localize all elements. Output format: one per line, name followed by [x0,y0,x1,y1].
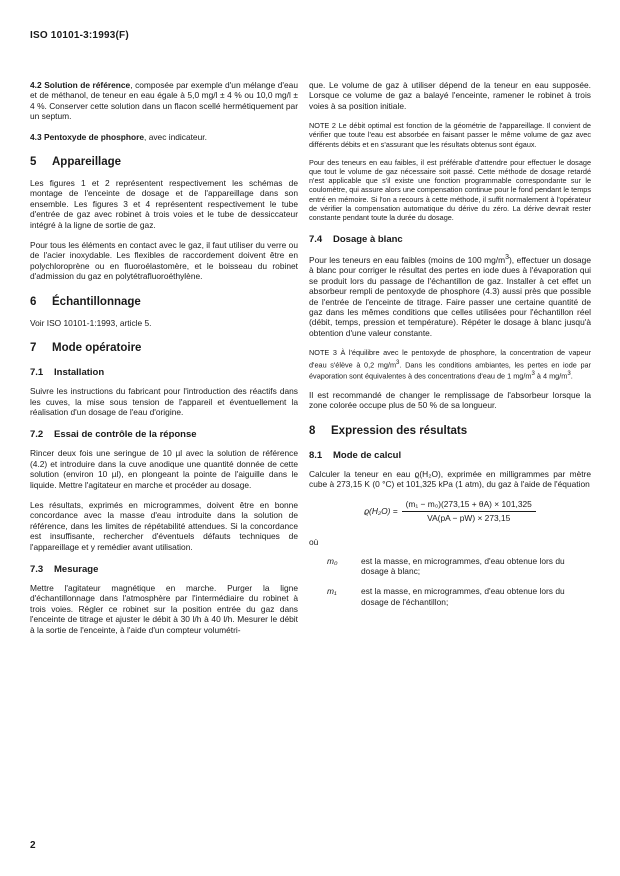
heading-text: Échantillonnage [52,295,141,308]
paragraph: Suivre les instructions du fabricant pour l'introduction des réactifs dans les cuves, la mise sous tension de l'appareil et éventuellement la réalisation d'un dosage de l'eau d'origine. [30,386,298,417]
heading-number: 5 [30,156,37,169]
heading-text: Appareillage [52,156,122,169]
heading-text: Mode de calcul [333,449,402,461]
heading-number: 8 [309,424,316,437]
left-column [30,80,298,645]
equation [309,499,591,523]
definition-symbol: m₁ [327,586,337,597]
section-4-2 [30,80,298,122]
definition-symbol: m₀ [327,555,338,566]
note-2: NOTE 2 Le débit optimal est fonction de la géométrie de l'appareillage. Il convient de vérifier que toute l'eau est absorbée en faisant passer le même volume de gaz avec différents débits et en s'assurant que les résultats obtenus sont égaux. [309,121,591,149]
where-label: où [309,537,319,548]
section-number: 4.2 [30,80,42,90]
heading-text: Expression des résultats [331,424,468,437]
paragraph: Les figures 1 et 2 représentent respectivement les schémas de montage de l'enceinte de dosage et de l'appareillage dans son ensemble. Les figures 3 et 4 représentent respectivement le tube d'entrée de gaz avec robinet à trois voies et le tube de dessiccateur intégré à la ligne de sortie de gaz. [30,178,298,230]
heading-number: 7.4 [309,234,323,246]
definition-item [309,556,591,577]
equation-fraction [402,499,536,523]
heading-number: 6 [30,295,37,308]
section-number: 4.3 [30,131,42,142]
heading-7-3 [30,564,298,575]
text-run: ), effectuer un dosage à blanc pour corriger le résultat des pertes en iode dues à l'évaporation qui se produit lors du passage de l'échantillon de gaz. Installer à cet effet un absorbeur rempli de pentoxyde de phosphore (4.3) aussi près que possible de l'entrée de l'enceinte de titrage. Faire passer une certaine quantité de gaz dans les mêmes conditions que celles utilisées pour l'échantillon réel (débit, temps, pression et température). Répéter le dosage à blanc jusqu'à obtention d'une valeur constante. [309,255,591,338]
text-run: NOTE 3 À l'équilibre avec le pentoxyde de phosphore, la concentration de vapeur d'eau s'élève à 0,2 mg/m [309,348,591,369]
note-3 [309,348,591,380]
heading-number: 7.3 [30,563,44,575]
section-text: , avec indicateur. [144,131,207,142]
heading-text: Mode opératoire [52,342,142,355]
heading-text: Installation [54,367,105,379]
note-2-continued: Pour des teneurs en eau faibles, il est préférable d'attendre pour effectuer le dosage que tout le volume de gaz nécessaire soit passé. Cette méthode de dosage retardé n'est applicable que s'il existe une fonction programmable correspondante sur le coulomètre, qui assure alors une compensation continue pour le fond pendant le temps entré en mémoire. Si l'on a recours à cette méthode, il suffit normalement à l'opérateur de vérifier la compensation automatique du dérive du zéro. La dérive devrait rester constante pendant toute la durée du dosage. [309,157,591,223]
heading-number: 7.2 [30,429,44,441]
standard-header: ISO 10101-3:1993(F) [30,30,129,41]
superscript: 3 [567,370,571,378]
superscript: 3 [505,254,509,262]
heading-number: 8.1 [309,449,323,461]
text-run: Pour les teneurs en eau faibles (moins de 100 mg/m [309,255,506,266]
paragraph: Il est recommandé de changer le remplissage de l'absorbeur lorsque la zone colorée occupe plus de 50 % de sa longueur. [309,389,591,411]
right-column [309,80,591,617]
paragraph: Rincer deux fois une seringue de 10 µl avec la solution de référence (4.2) et introduire dans la cuve anodique une quantité donnée de cette solution (environ 10 µl), en plongeant la pointe de l'aiguille dans le liquide. Mettre l'agitateur en marche et procéder au dosage. [30,448,298,490]
superscript: 3 [531,370,535,378]
heading-6 [30,296,298,309]
paragraph: que. Le volume de gaz à utiliser dépend de la teneur en eau supposée. Lorsque ce volume de gaz a balayé l'enceinte, ramener le robinet à trois voies à sa position initiale. [309,80,591,111]
text-run: à 4 mg/m [534,371,568,381]
section-title: Pentoxyde de phosphore [43,131,145,142]
section-4-3 [30,132,298,142]
heading-number: 7 [30,342,37,355]
section-title: Solution de référence [44,80,131,90]
definition-item [309,586,591,607]
section-text: , composée par exemple d'un mélange d'eau et de méthanol, de teneur en eau égale à 5,0 mg/l ± 4 % ou 10,0 mg/l ± 4 %. Conserver cette solution dans un flacon scellé hermétiquement par un septum. [30,80,299,122]
definition-text: est la masse, en microgrammes, d'eau obtenue lors du dosage à blanc; [361,555,565,576]
equation-numerator: (m₁ − m₀)(273,15 + θA) × 101,325 [402,499,536,511]
heading-number: 7.1 [30,367,44,379]
page-number: 2 [30,840,36,851]
heading-text: Essai de contrôle de la réponse [54,429,197,441]
text-run: . Dans les conditions ambiantes, les pertes en iode par évaporation sont équivalentes à des concentrations d'eau de 1 mg/m [309,359,591,381]
superscript: 3 [396,358,400,366]
paragraph: Mettre l'agitateur magnétique en marche. Purger la ligne d'échantillonnage dans l'atmosphère par l'intermédiaire du robinet à trois voies. Régler ce robinet sur la position entrée du gaz dans l'enceinte de titrage et ajuster le débit à 30 l/h à 40 l/h. Mesurer le débit à la sortie de l'enceinte, à l'aide d'un compteur volumétri- [30,582,298,635]
definition-text: est la masse, en microgrammes, d'eau obtenue lors du dosage de l'échantillon; [361,586,565,607]
heading-text: Dosage à blanc [333,234,403,246]
equation-lhs: ϱ(H₂O) = [364,506,398,517]
heading-8 [309,425,591,438]
heading-7-4 [309,234,591,245]
heading-7-2 [30,429,298,440]
paragraph: Les résultats, exprimés en microgrammes, doivent être en bonne concordance avec la masse d'eau introduite dans la solution de référence, dans les limites de répétabilité attendues. Si la concordance est insuffisante, rechercher d'éventuels défauts techniques de l'appareillage et y remédier avant utilisation. [30,499,298,552]
equation-denominator: VA(pA − pW) × 273,15 [427,512,511,523]
paragraph: Voir ISO 10101-1:1993, article 5. [30,317,152,328]
heading-text: Mesurage [54,563,99,575]
heading-7 [30,342,298,355]
heading-5 [30,156,298,169]
heading-8-1 [309,450,591,461]
text-run: . [570,371,573,381]
paragraph [309,253,591,338]
paragraph: Pour tous les éléments en contact avec le gaz, il faut utiliser du verre ou de l'acier inoxydable. Les flexibles de raccordement doivent être en polychloroprène ou en fluoroélastomère, et le boisseau du robinet d'admission du gaz en polytétrafluoroéthylène. [30,240,298,282]
paragraph: Calculer la teneur en eau ϱ(H₂O), exprimée en milligrammes par mètre cube à 273,15 K (0 °C) et 101,325 kPa (1 atm), du gaz à l'aide de l'équation [309,468,591,489]
heading-7-1 [30,367,298,378]
